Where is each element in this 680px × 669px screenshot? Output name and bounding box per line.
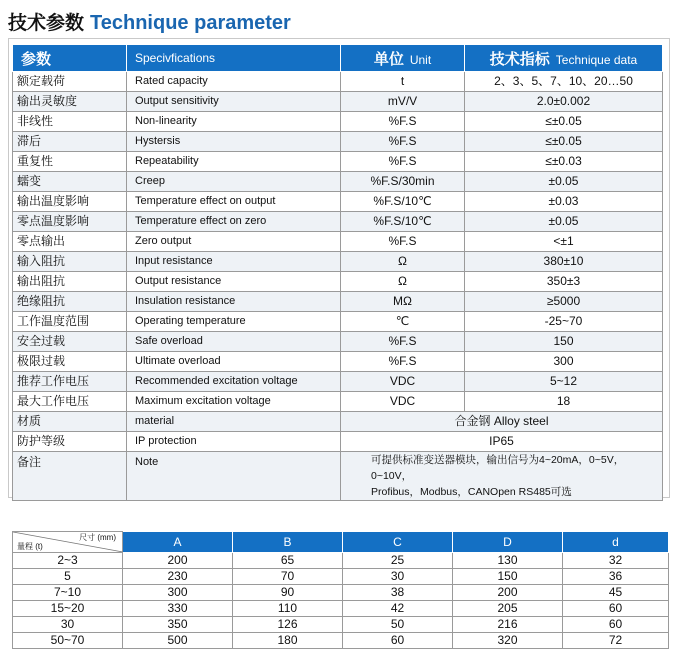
spec-row [13,392,663,412]
spec-row [13,372,663,392]
param-cn: 非线性 [13,112,127,132]
param-en: Input resistance [127,252,341,272]
dims-cell: 60 [563,601,669,617]
param-cn: 输出阻抗 [13,272,127,292]
param-cn: 工作温度范围 [13,312,127,332]
dims-row [13,585,669,601]
param-en: Temperature effect on output [127,192,341,212]
param-en: Output sensitivity [127,92,341,112]
dims-range: 50~70 [13,633,123,649]
param-value: ±0.05 [465,172,663,192]
dims-cell: 216 [453,617,563,633]
param-unit: %F.S [341,152,465,172]
param-unit: %F.S/30min [341,172,465,192]
param-value: ≤±0.05 [465,112,663,132]
ip-value: IP65 [341,432,663,452]
dims-cell: 50 [343,617,453,633]
dims-range: 7~10 [13,585,123,601]
param-en: Insulation resistance [127,292,341,312]
param-cn: 安全过载 [13,332,127,352]
dims-cell: 320 [453,633,563,649]
param-unit: MΩ [341,292,465,312]
ip-row [13,432,663,452]
dims-row [13,601,669,617]
param-value: 18 [465,392,663,412]
dims-cell: 36 [563,569,669,585]
param-en: Zero output [127,232,341,252]
param-en: Creep [127,172,341,192]
header-param: 参数 [13,45,127,72]
spec-row [13,132,663,152]
material-row [13,412,663,432]
spec-row [13,272,663,292]
param-unit: Ω [341,252,465,272]
note-cn: 备注 [13,452,127,501]
dims-cell: 350 [123,617,233,633]
corner-size-label: 尺寸 (mm) [79,533,116,542]
param-en: Recommended excitation voltage [127,372,341,392]
param-cn: 最大工作电压 [13,392,127,412]
param-unit: %F.S [341,132,465,152]
param-cn: 极限过载 [13,352,127,372]
dims-cell: 180 [233,633,343,649]
spec-row [13,352,663,372]
material-en: material [127,412,341,432]
dims-cell: 500 [123,633,233,649]
spec-row [13,252,663,272]
dims-cell: 130 [453,553,563,569]
param-value: ≤±0.05 [465,132,663,152]
dims-col-b: B [233,532,343,553]
param-en: Safe overload [127,332,341,352]
dims-col-d-upper: D [453,532,563,553]
header-spec: Specivfications [127,45,341,72]
param-value: 300 [465,352,663,372]
note-row [13,452,663,501]
title-cn: 技术参数 [8,13,85,34]
param-cn: 滞后 [13,132,127,152]
note-en: Note [127,452,341,501]
dims-row [13,633,669,649]
dims-range: 5 [13,569,123,585]
dims-cell: 65 [233,553,343,569]
param-value: 150 [465,332,663,352]
dims-cell: 60 [563,617,669,633]
param-cn: 输出灵敏度 [13,92,127,112]
param-cn: 零点温度影响 [13,212,127,232]
dims-cell: 32 [563,553,669,569]
dims-cell: 30 [343,569,453,585]
param-unit: %F.S [341,232,465,252]
param-cn: 零点输出 [13,232,127,252]
param-en: Temperature effect on zero [127,212,341,232]
dims-row [13,617,669,633]
param-value: 2、3、5、7、10、20…50 [465,72,663,92]
param-en: Non-linearity [127,112,341,132]
dims-cell: 60 [343,633,453,649]
dims-cell: 230 [123,569,233,585]
dims-col-c: C [343,532,453,553]
param-value: ±0.05 [465,212,663,232]
dims-range: 2~3 [13,553,123,569]
param-en: Ultimate overload [127,352,341,372]
dims-cell: 70 [233,569,343,585]
param-en: Repeatability [127,152,341,172]
header-unit: 单位 Unit [341,45,465,72]
param-unit: %F.S [341,112,465,132]
param-unit: VDC [341,392,465,412]
note-line-1: 可提供标准变送器模块，输出信号为4~20mA，0~5V，0~10V， [371,454,625,482]
spec-row [13,172,663,192]
param-value: ≤±0.03 [465,152,663,172]
dims-col-a: A [123,532,233,553]
dims-cell: 126 [233,617,343,633]
dims-col-d-lower: d [563,532,669,553]
param-value: 380±10 [465,252,663,272]
param-unit: %F.S [341,352,465,372]
dims-cell: 200 [123,553,233,569]
title-en: Technique parameter [90,12,291,34]
page-title [8,8,291,38]
dims-cell: 110 [233,601,343,617]
spec-row [13,72,663,92]
spec-table [12,44,663,501]
param-cn: 推荐工作电压 [13,372,127,392]
dims-header-row [13,532,669,553]
spec-row [13,232,663,252]
param-unit: %F.S/10℃ [341,192,465,212]
param-en: Output resistance [127,272,341,292]
param-cn: 重复性 [13,152,127,172]
param-en: Hystersis [127,132,341,152]
dims-row [13,569,669,585]
dims-range: 15~20 [13,601,123,617]
param-value: <±1 [465,232,663,252]
corner-range-label: 量程 (t) [17,542,43,551]
material-value: 合金钢 Alloy steel [341,412,663,432]
param-unit: %F.S [341,332,465,352]
dims-cell: 25 [343,553,453,569]
dims-corner-cell [13,532,123,553]
param-value: 350±3 [465,272,663,292]
dims-cell: 200 [453,585,563,601]
spec-row [13,292,663,312]
param-unit: ℃ [341,312,465,332]
dims-cell: 90 [233,585,343,601]
param-unit: Ω [341,272,465,292]
dims-cell: 300 [123,585,233,601]
param-en: Rated capacity [127,72,341,92]
spec-row [13,192,663,212]
note-value [341,452,663,501]
note-line-2: Profibus，Modbus，CANOpen RS485可选 [371,486,572,498]
param-unit: t [341,72,465,92]
header-index: 技术指标 Technique data [465,45,663,72]
param-cn: 蠕变 [13,172,127,192]
dims-cell: 38 [343,585,453,601]
param-cn: 输入阻抗 [13,252,127,272]
dimensions-table [12,531,669,649]
param-value: -25~70 [465,312,663,332]
dims-row [13,553,669,569]
spec-header-row [13,45,663,72]
ip-cn: 防护等级 [13,432,127,452]
param-unit: %F.S/10℃ [341,212,465,232]
param-unit: VDC [341,372,465,392]
spec-row [13,112,663,132]
spec-row [13,212,663,232]
param-value: 5~12 [465,372,663,392]
dims-cell: 42 [343,601,453,617]
spec-row [13,332,663,352]
dims-cell: 72 [563,633,669,649]
param-value: ±0.03 [465,192,663,212]
param-value: ≥5000 [465,292,663,312]
param-en: Maximum excitation voltage [127,392,341,412]
dims-cell: 205 [453,601,563,617]
dims-cell: 150 [453,569,563,585]
param-value: 2.0±0.002 [465,92,663,112]
param-cn: 绝缘阻抗 [13,292,127,312]
spec-row [13,152,663,172]
ip-en: IP protection [127,432,341,452]
param-en: Operating temperature [127,312,341,332]
dims-cell: 330 [123,601,233,617]
dims-cell: 45 [563,585,669,601]
material-cn: 材质 [13,412,127,432]
param-unit: mV/V [341,92,465,112]
spec-row [13,312,663,332]
spec-row [13,92,663,112]
param-cn: 输出温度影响 [13,192,127,212]
param-cn: 额定载荷 [13,72,127,92]
dims-range: 30 [13,617,123,633]
